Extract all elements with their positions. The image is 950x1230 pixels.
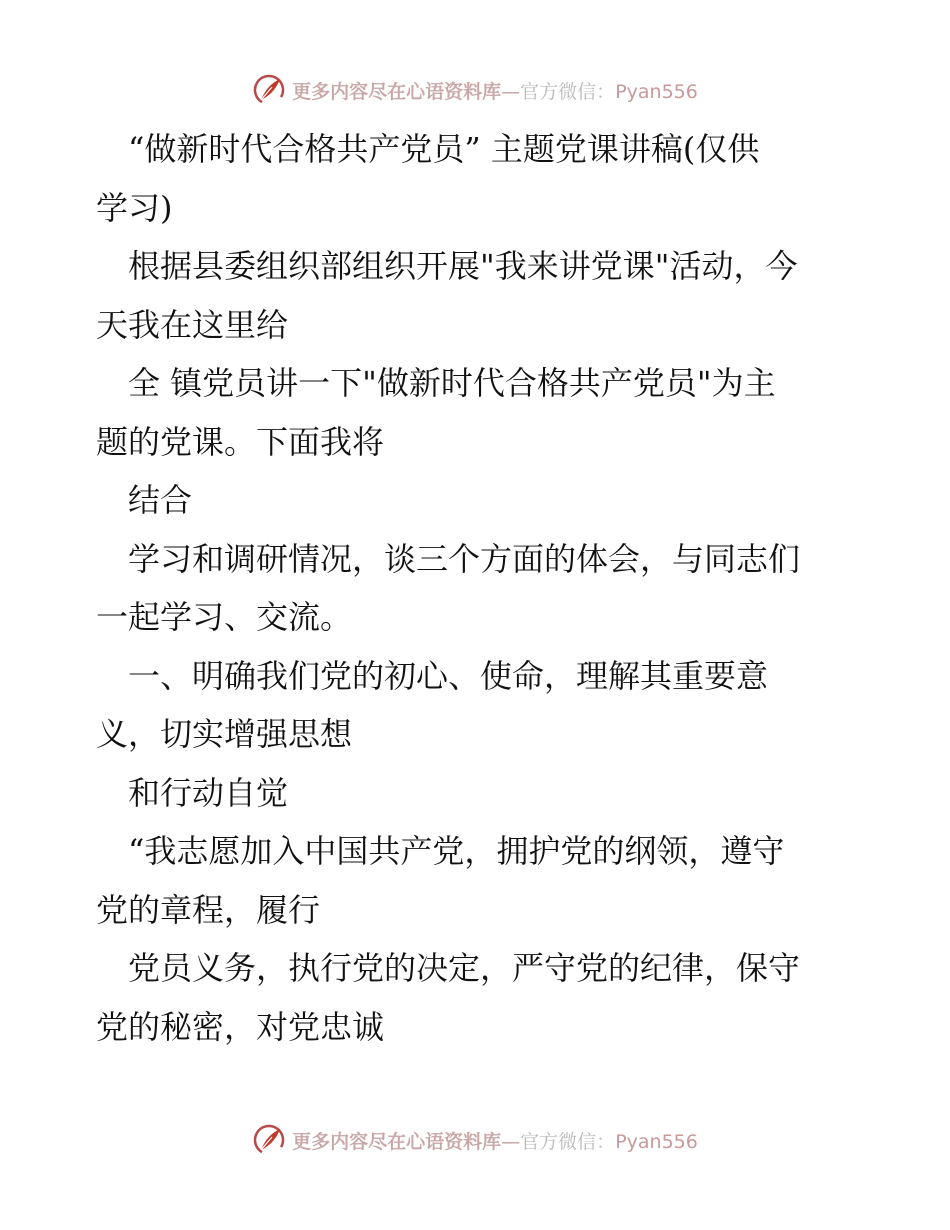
watermark-separator: — xyxy=(501,80,521,103)
text-line: 党员义务，执行党的决定，严守党的纪律，保守 xyxy=(96,949,801,987)
feather-quill-logo-icon xyxy=(252,1123,286,1157)
watermark-text xyxy=(292,77,698,104)
text-line: 全 镇党员讲一下"做新时代合格共产党员"为主 xyxy=(96,364,776,402)
text-line: 结合 xyxy=(96,481,193,519)
text-line: “我志愿加入中国共产党，拥护党的纲领，遵守 xyxy=(96,832,785,870)
text-line: “做新时代合格共产党员” 主题党课讲稿(仅供 xyxy=(96,130,760,168)
document-body xyxy=(96,120,876,1056)
watermark-separator: — xyxy=(501,1130,521,1153)
watermark-wechat-id: Pyan556 xyxy=(615,80,698,103)
feather-quill-logo-icon xyxy=(252,73,286,107)
text-line: 党的章程，履行 xyxy=(96,890,321,929)
text-line: 根据县委组织部组织开展"我来讲党课"活动，今 xyxy=(96,247,798,285)
text-line: 题的党课。下面我将 xyxy=(96,422,385,461)
text-line: 天我在这里给 xyxy=(96,305,289,344)
watermark-wechat-label: 官方微信： xyxy=(520,1130,616,1153)
watermark-wechat-id: Pyan556 xyxy=(615,1130,698,1153)
footer-watermark-banner xyxy=(0,1120,950,1160)
text-line: 义，切实增强思想 xyxy=(96,715,353,753)
text-line: 学习) xyxy=(96,188,173,227)
watermark-brand: 更多内容尽在心语资料库 xyxy=(292,80,502,103)
text-line: 党的秘密，对党忠诚 xyxy=(96,1007,385,1046)
watermark-wechat-label: 官方微信： xyxy=(520,80,616,103)
text-line: 一起学习、交流。 xyxy=(96,598,353,636)
watermark-text xyxy=(292,1127,698,1154)
text-line: 学习和调研情况，谈三个方面的体会，与同志们 xyxy=(96,539,801,578)
text-line: 一、明确我们党的初心、使命，理解其重要意 xyxy=(96,656,769,695)
watermark-brand: 更多内容尽在心语资料库 xyxy=(292,1130,502,1153)
text-line: 和行动自觉 xyxy=(96,773,289,812)
header-watermark-banner xyxy=(0,70,950,110)
